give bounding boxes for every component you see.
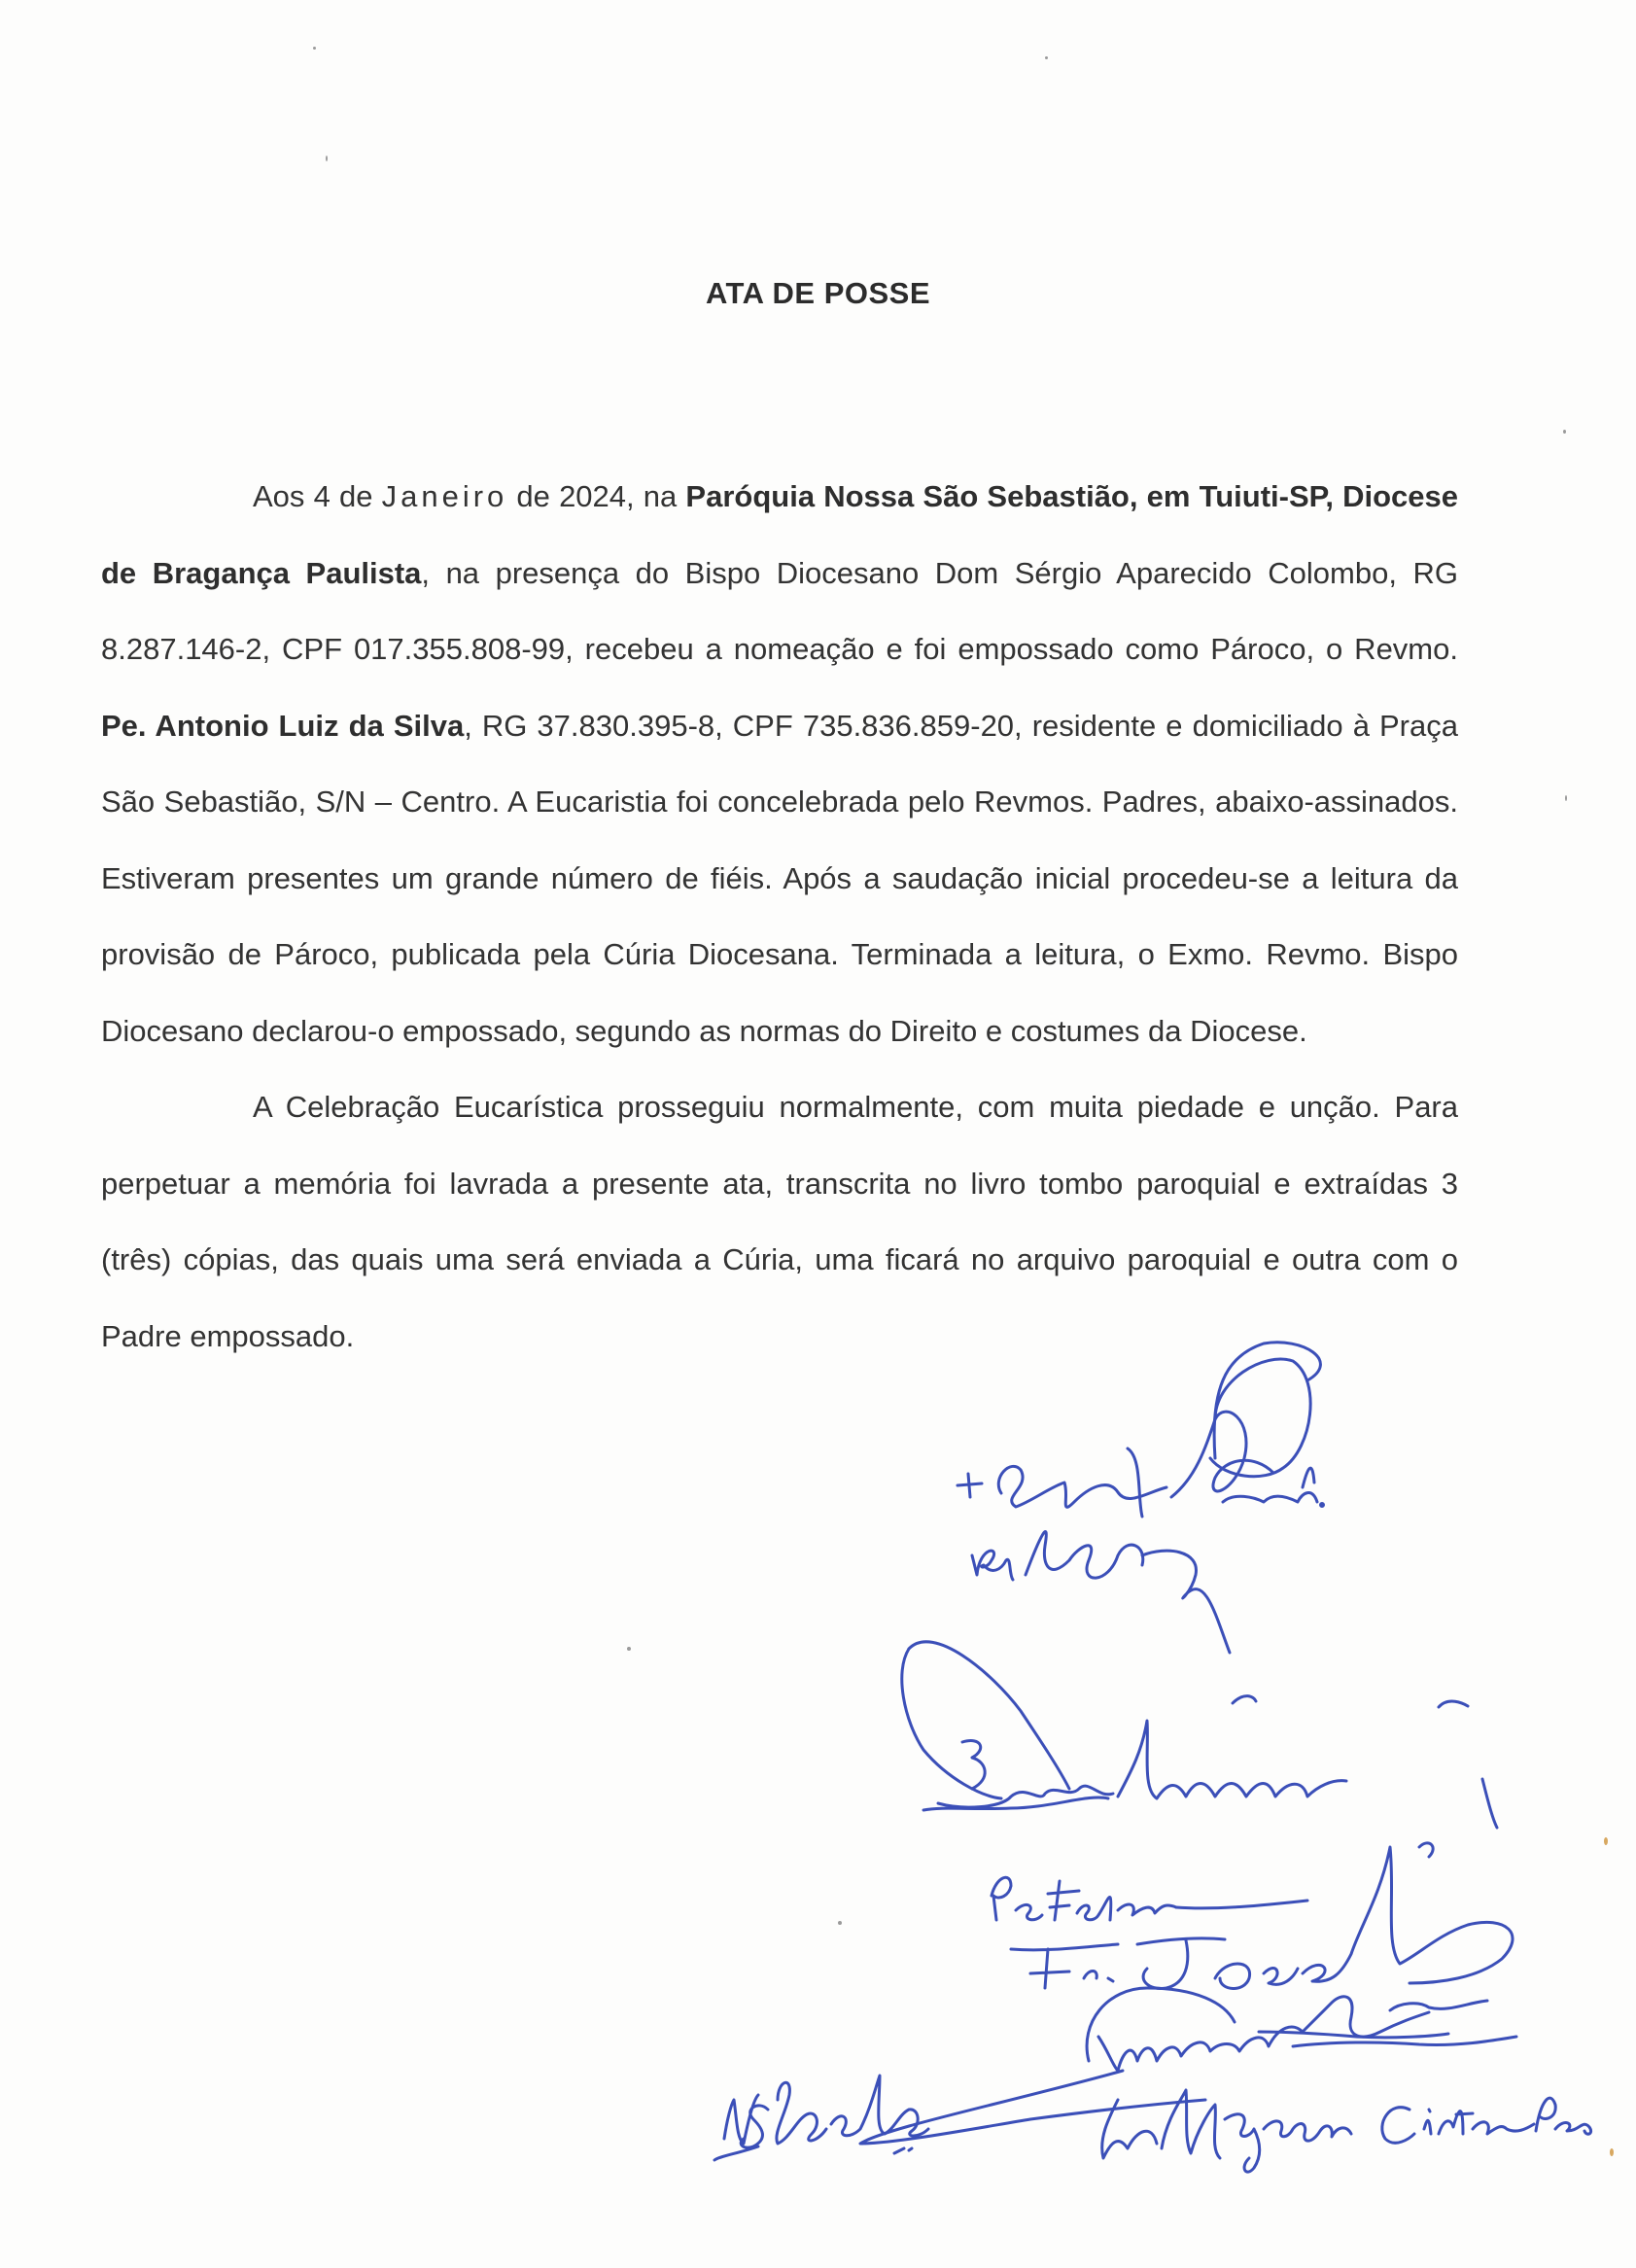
signature-nascimento	[860, 1988, 1516, 2158]
paragraph-2: A Celebração Eucarística prosseguiu normalmente, com muita piedade e unção. Para perpetuar a memória foi lavrada a presente ata, transcrita no livro tombo paroquial e extraídas 3 (três) cópias, das quais uma será enviada a Cúria, uma ficará no arquivo paroquial e outra com o Padre empossado.	[101, 1090, 1458, 1353]
p1-after-parish: , na presença do Bispo Diocesano Dom Sérgio Aparecido Colombo, RG 8.287.146-2, CPF 017.355.808-99, recebeu a nomeação e foi empossado como Pároco, o Revmo.	[101, 555, 1458, 666]
scan-speck	[326, 156, 328, 161]
paragraph-1	[101, 459, 1458, 1069]
p1-opening: Aos 4 de	[253, 479, 382, 513]
scan-speck	[1563, 430, 1566, 434]
p1-after-priest: , RG 37.830.395-8, CPF 735.836.859-20, residente e domiciliado à Praça São Sebastião, S/N – Centro. A Eucaristia foi concelebrada pelo Revmos. Padres, abaixo-assinados. Estiveram presentes um grande número de fiéis. Após a saudação inicial procedeu-se a leitura da provisão de Pároco, publicada pela Cúria Diocesana. Terminada a leitura, o Exmo. Revmo. Bispo Diocesano declarou-o empossado, segundo as normas do Direito e costumes da Diocese.	[101, 708, 1458, 1048]
p1-year: de 2024, na	[507, 479, 686, 513]
parish-name: Nossa São Sebastião, em Tuiuti-SP, Diocese de Bragança Paulista	[101, 479, 1458, 590]
signature-mayron	[1162, 2090, 1591, 2172]
signature-dom-lima	[902, 1642, 1497, 1828]
scan-speck	[1610, 2148, 1614, 2156]
scan-speck	[1045, 56, 1048, 59]
p1-month: Janeiro	[381, 479, 508, 513]
scan-speck	[313, 47, 316, 50]
signature-pe-felicio	[992, 1877, 1307, 1920]
scan-speck	[838, 1921, 842, 1925]
signature-fr-joseph	[1011, 1843, 1513, 1989]
signature-pe-luiz	[972, 1532, 1230, 1653]
priest-name: Pe. Antonio Luiz da Silva	[101, 708, 465, 743]
document-body	[101, 459, 1458, 1375]
parish-label: Paróquia	[685, 479, 824, 513]
scan-speck	[1565, 795, 1567, 801]
signature-nserdula	[714, 2076, 928, 2160]
page-title: ATA DE POSSE	[705, 276, 931, 310]
scan-speck	[1604, 1837, 1608, 1845]
scan-speck	[627, 1647, 631, 1651]
